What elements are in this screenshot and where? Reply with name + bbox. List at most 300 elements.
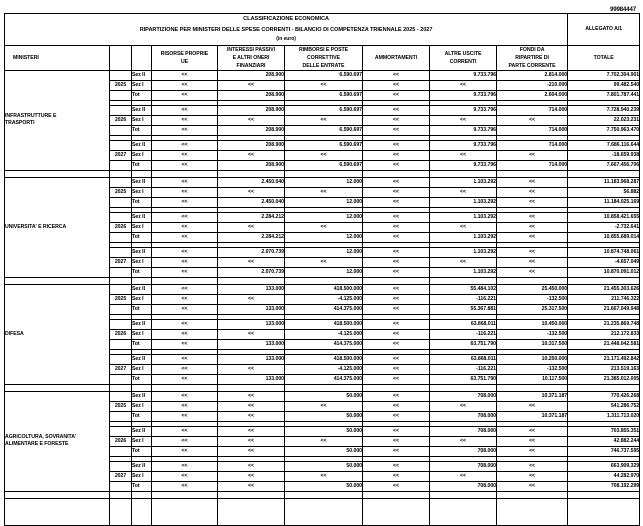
cell-risorse-proprie-ue: << [152,160,218,170]
year-label [110,105,132,115]
ministry-block-separator-interessi-passivi [218,170,285,177]
cell-interessi-passivi: << [218,436,285,446]
cell-ammortamenti: << [363,257,430,267]
sezione-label: Sez II [132,70,152,80]
cell-altre-uscite-correnti: << [430,115,497,125]
ministry-block-separator-rimborsi-poste-correttive [285,277,363,284]
cell-fondi-da-ripartire: 10.117.500 [497,374,568,384]
cell-fondi-da-ripartire: 714.000 [497,105,568,115]
sezione-label: Tot [132,197,152,207]
cell-risorse-proprie-ue: << [152,70,218,80]
cell-risorse-proprie-ue: << [152,212,218,222]
cell-totale: 21.235.869.748 [568,319,640,329]
cell-totale: 21.455.303.626 [568,284,640,294]
sezione-label: Sez I [132,329,152,339]
ministry-block-separator-interessi-passivi [218,277,285,284]
cell-risorse-proprie-ue: << [152,436,218,446]
cell-interessi-passivi: 208.900 [218,140,285,150]
cell-ammortamenti: << [363,80,430,90]
sezione-label: Sez I [132,257,152,267]
ministry-block-separator [5,277,640,284]
sezione-label: Sez II [132,177,152,187]
cell-risorse-proprie-ue: << [152,125,218,135]
cell-fondi-da-ripartire: 714.000 [497,140,568,150]
cell-risorse-proprie-ue: << [152,461,218,471]
ministry-block-separator-sezione [132,170,152,177]
column-header-year [110,45,132,70]
cell-fondi-da-ripartire: << [497,481,568,491]
cell-rimborsi-poste-correttive: 414.375.000 [285,304,363,314]
cell-altre-uscite-correnti: 55.367.881 [430,304,497,314]
cell-ammortamenti: << [363,446,430,456]
sezione-label: Tot [132,411,152,421]
cell-ammortamenti: << [363,401,430,411]
cell-altre-uscite-correnti: 708.000 [430,481,497,491]
cell-ammortamenti: << [363,212,430,222]
cell-ammortamenti: << [363,90,430,100]
cell-ammortamenti: << [363,364,430,374]
cell-fondi-da-ripartire: 10.317.500 [497,339,568,349]
ministry-name-cell [5,70,110,170]
year-label: 2027 [110,257,132,267]
column-header-totale: TOTALE [568,45,640,70]
cell-rimborsi-poste-correttive: << [285,471,363,481]
cell-fondi-da-ripartire: -132.500 [497,329,568,339]
ministry-name-line-2: TRASPORTI [5,120,35,127]
cell-rimborsi-poste-correttive: 12.000 [285,267,363,277]
table-bottom-filler-cell [5,498,110,525]
cell-interessi-passivi: 208.900 [218,160,285,170]
cell-totale: 7.667.456.706 [568,160,640,170]
cell-altre-uscite-correnti: 9.733.796 [430,105,497,115]
cell-interessi-passivi: 133.000 [218,284,285,294]
column-header-row [5,45,640,70]
cell-fondi-da-ripartire: -132.500 [497,364,568,374]
ministry-block-separator-rimborsi-poste-correttive [285,384,363,391]
ministry-block-separator-interessi-passivi [218,384,285,391]
ministry-block-separator-altre-uscite-correnti [430,384,497,391]
cell-rimborsi-poste-correttive: << [285,187,363,197]
cell-risorse-proprie-ue: << [152,391,218,401]
cell-altre-uscite-correnti: 63.751.790 [430,339,497,349]
cell-ammortamenti: << [363,339,430,349]
cell-fondi-da-ripartire: 10.371.187 [497,391,568,401]
cell-rimborsi-poste-correttive: << [285,257,363,267]
cell-altre-uscite-correnti: 708.000 [430,411,497,421]
document-number: 99984447 [610,7,636,13]
sezione-label: Sez I [132,150,152,160]
cell-rimborsi-poste-correttive: 50.000 [285,461,363,471]
cell-totale: 10.855.689.014 [568,232,640,242]
cell-totale: 7.728.940.239 [568,105,640,115]
cell-risorse-proprie-ue: << [152,222,218,232]
sezione-label: Tot [132,160,152,170]
cell-rimborsi-poste-correttive: 12.000 [285,197,363,207]
cell-fondi-da-ripartire: 25.317.500 [497,304,568,314]
fondi-line-1: FONDI DA [519,46,545,53]
sezione-label: Tot [132,232,152,242]
cell-altre-uscite-correnti: << [430,401,497,411]
column-header-altre-uscite-correnti [430,45,497,70]
cell-totale: 11.184.025.169 [568,197,640,207]
sezione-label: Sez II [132,284,152,294]
ministry-block-separator-totale [568,384,640,391]
sezione-label: Tot [132,374,152,384]
cell-fondi-da-ripartire: << [497,267,568,277]
cell-rimborsi-poste-correttive: 6.590.697 [285,90,363,100]
column-header-interessi-passivi [218,45,285,70]
cell-totale: 10.870.091.012 [568,267,640,277]
sezione-label: Sez I [132,436,152,446]
cell-ammortamenti: << [363,426,430,436]
ministry-name-cell [5,284,110,384]
cell-altre-uscite-correnti: 55.484.102 [430,284,497,294]
sezione-label: Sez I [132,115,152,125]
sezione-label: Sez II [132,354,152,364]
cell-interessi-passivi: << [218,481,285,491]
cell-totale: -4.657.049 [568,257,640,267]
cell-risorse-proprie-ue: << [152,90,218,100]
cell-risorse-proprie-ue: << [152,364,218,374]
risorse-line-1: RISORSE PROPRIE [160,50,209,57]
sezione-label: Tot [132,339,152,349]
column-header-fondi-da-ripartire [497,45,568,70]
ministry-block-separator-fondi-da-ripartire [497,277,568,284]
cell-fondi-da-ripartire: << [497,187,568,197]
cell-interessi-passivi: 133.000 [218,374,285,384]
rimborsi-line-2: CORRETTIVE [307,54,340,61]
cell-ammortamenti: << [363,319,430,329]
cell-rimborsi-poste-correttive: 50.000 [285,391,363,401]
cell-totale: 746.737.595 [568,446,640,456]
cell-altre-uscite-correnti: 708.000 [430,461,497,471]
budget-table [4,13,640,526]
cell-rimborsi-poste-correttive: << [285,150,363,160]
ministry-block-separator-ammortamenti [363,277,430,284]
cell-altre-uscite-correnti: 9.733.796 [430,70,497,80]
ministry-block-separator-year [110,277,132,284]
cell-interessi-passivi: << [218,257,285,267]
table-row [5,284,640,294]
cell-risorse-proprie-ue: << [152,257,218,267]
ministry-block-separator-fondi-da-ripartire [497,170,568,177]
ministry-block-separator-risorse-proprie-ue [152,384,218,391]
cell-totale: 663.909.329 [568,461,640,471]
cell-altre-uscite-correnti: 9.733.796 [430,90,497,100]
year-label [110,70,132,80]
year-label [110,461,132,471]
cell-totale: 44.282.970 [568,471,640,481]
cell-fondi-da-ripartire: 25.450.000 [497,284,568,294]
cell-interessi-passivi: 2.070.739 [218,247,285,257]
cell-interessi-passivi: 208.900 [218,105,285,115]
cell-interessi-passivi: 133.000 [218,354,285,364]
cell-fondi-da-ripartire: << [497,257,568,267]
cell-risorse-proprie-ue: << [152,232,218,242]
year-label: 2026 [110,115,132,125]
cell-ammortamenti: << [363,294,430,304]
year-label [110,391,132,401]
sezione-label: Sez I [132,471,152,481]
cell-ammortamenti: << [363,150,430,160]
cell-fondi-da-ripartire: << [497,446,568,456]
year-label: 2026 [110,436,132,446]
cell-rimborsi-poste-correttive: << [285,401,363,411]
cell-totale: 1.311.713.020 [568,411,640,421]
title-line-1: CLASSIFICAZIONE ECONOMICA [243,16,329,22]
ministry-name-line-1: UNIVERSITA' E RICERCA [5,223,67,230]
sezione-label: Sez II [132,461,152,471]
ministry-block-separator-name [5,170,110,177]
cell-ammortamenti: << [363,115,430,125]
cell-ammortamenti: << [363,471,430,481]
sezione-label: Tot [132,267,152,277]
ministry-block-separator-year [110,491,132,498]
table-bottom-filler-cell [363,498,430,525]
cell-risorse-proprie-ue: << [152,294,218,304]
cell-fondi-da-ripartire: << [497,436,568,446]
sezione-label: Sez II [132,391,152,401]
cell-ammortamenti: << [363,329,430,339]
fondi-line-3: PARTE CORRENTE [508,62,556,69]
table-bottom-filler-cell [497,498,568,525]
cell-rimborsi-poste-correttive: << [285,115,363,125]
cell-interessi-passivi: 133.000 [218,304,285,314]
cell-risorse-proprie-ue: << [152,197,218,207]
ministry-block-separator-sezione [132,384,152,391]
cell-fondi-da-ripartire: << [497,247,568,257]
sezione-label: Sez II [132,319,152,329]
cell-altre-uscite-correnti: 708.000 [430,426,497,436]
cell-interessi-passivi: 2.450.040 [218,197,285,207]
cell-fondi-da-ripartire: 10.371.187 [497,411,568,421]
column-header-rimborsi-poste-correttive [285,45,363,70]
cell-risorse-proprie-ue: << [152,481,218,491]
cell-interessi-passivi: << [218,461,285,471]
sezione-label: Tot [132,125,152,135]
cell-altre-uscite-correnti: 1.103.292 [430,267,497,277]
sezione-label: Sez I [132,401,152,411]
ministry-block-separator-fondi-da-ripartire [497,491,568,498]
cell-risorse-proprie-ue: << [152,177,218,187]
cell-altre-uscite-correnti: 1.103.292 [430,247,497,257]
column-header-ministeri: MINISTERI [5,45,110,70]
cell-fondi-da-ripartire: << [497,212,568,222]
cell-altre-uscite-correnti: -116.221 [430,364,497,374]
cell-risorse-proprie-ue: << [152,267,218,277]
cell-interessi-passivi: << [218,411,285,421]
cell-interessi-passivi: 208.900 [218,70,285,80]
sezione-label: Tot [132,446,152,456]
title-line-2: RIPARTIZIONE PER MINISTERI DELLE SPESE CORRENTI - BILANCIO DI COMPETENZA TRIENNALE 2025 - 2027 [139,26,433,33]
cell-interessi-passivi: 2.284.212 [218,232,285,242]
ministry-block-separator-year [110,384,132,391]
cell-altre-uscite-correnti: 1.103.292 [430,212,497,222]
cell-totale: 7.702.304.901 [568,70,640,80]
cell-rimborsi-poste-correttive: -4.125.000 [285,294,363,304]
cell-fondi-da-ripartire: -132.500 [497,294,568,304]
year-label: 2027 [110,471,132,481]
year-label [110,247,132,257]
cell-altre-uscite-correnti: << [430,222,497,232]
year-label [110,411,132,421]
cell-altre-uscite-correnti: 9.733.796 [430,160,497,170]
cell-risorse-proprie-ue: << [152,401,218,411]
year-label [110,374,132,384]
table-body [5,70,640,525]
year-label [110,446,132,456]
table-bottom-filler-cell [218,498,285,525]
cell-ammortamenti: << [363,267,430,277]
table-bottom-filler-cell [430,498,497,525]
table-row [5,391,640,401]
cell-interessi-passivi: 208.900 [218,125,285,135]
table-row [5,177,640,187]
cell-rimborsi-poste-correttive: -4.125.000 [285,329,363,339]
cell-totale: 21.171.492.842 [568,354,640,364]
cell-rimborsi-poste-correttive: 12.000 [285,232,363,242]
cell-interessi-passivi: << [218,364,285,374]
table-bottom-filler-cell [132,498,152,525]
ministry-block-separator-name [5,384,110,391]
cell-risorse-proprie-ue: << [152,329,218,339]
cell-interessi-passivi: << [218,401,285,411]
sezione-label: Sez II [132,426,152,436]
cell-fondi-da-ripartire: -210.000 [497,80,568,90]
cell-ammortamenti: << [363,187,430,197]
cell-interessi-passivi: << [218,391,285,401]
cell-totale: 11.183.968.287 [568,177,640,187]
ministry-block-separator-sezione [132,491,152,498]
cell-totale: 7.686.116.644 [568,140,640,150]
ministry-name-line-1: INFRASTRUTTURE E [5,112,57,119]
cell-ammortamenti: << [363,411,430,421]
table-bottom-filler-cell [568,498,640,525]
cell-risorse-proprie-ue: << [152,284,218,294]
cell-risorse-proprie-ue: << [152,339,218,349]
cell-totale: 10.874.748.061 [568,247,640,257]
year-label [110,284,132,294]
year-label: 2025 [110,187,132,197]
cell-risorse-proprie-ue: << [152,247,218,257]
cell-ammortamenti: << [363,222,430,232]
ministry-block-separator-altre-uscite-correnti [430,277,497,284]
sezione-label: Sez II [132,105,152,115]
rimborsi-line-1: RIMBORSI E POSTE [298,46,349,53]
cell-fondi-da-ripartire: << [497,177,568,187]
cell-totale: 22.023.231 [568,115,640,125]
cell-altre-uscite-correnti: 63.751.790 [430,374,497,384]
ministry-block-separator-name [5,491,110,498]
year-label [110,197,132,207]
cell-ammortamenti: << [363,140,430,150]
cell-altre-uscite-correnti: 1.103.292 [430,197,497,207]
cell-rimborsi-poste-correttive: 6.590.697 [285,125,363,135]
sezione-label: Tot [132,90,152,100]
cell-fondi-da-ripartire: 10.250.000 [497,354,568,364]
altre-uscite-line-2: CORRENTI [449,58,477,65]
cell-totale: 212.172.833 [568,329,640,339]
cell-rimborsi-poste-correttive: << [285,80,363,90]
cell-interessi-passivi: << [218,222,285,232]
cell-ammortamenti: << [363,247,430,257]
cell-altre-uscite-correnti: 9.733.796 [430,125,497,135]
ministry-block-separator-sezione [132,277,152,284]
cell-risorse-proprie-ue: << [152,304,218,314]
cell-fondi-da-ripartire: 10.450.000 [497,319,568,329]
year-label [110,426,132,436]
document-number-row [4,0,639,13]
cell-ammortamenti: << [363,125,430,135]
year-label [110,339,132,349]
year-label [110,212,132,222]
cell-totale: 21.385.012.005 [568,374,640,384]
cell-totale: 211.746.322 [568,294,640,304]
table-row [5,70,640,80]
title-row [5,14,640,46]
cell-rimborsi-poste-correttive: << [285,222,363,232]
table-bottom-filler-cell [285,498,363,525]
sezione-label: Sez I [132,294,152,304]
cell-totale: 770.426.268 [568,391,640,401]
cell-totale: 21.667.049.948 [568,304,640,314]
cell-risorse-proprie-ue: << [152,140,218,150]
cell-fondi-da-ripartire: << [497,471,568,481]
sezione-label: Sez I [132,80,152,90]
column-header-sezione [132,45,152,70]
cell-ammortamenti: << [363,105,430,115]
year-label [110,232,132,242]
ministry-block-separator-risorse-proprie-ue [152,170,218,177]
cell-fondi-da-ripartire: 714.000 [497,125,568,135]
ministry-block-separator-ammortamenti [363,170,430,177]
cell-totale: 7.750.963.470 [568,125,640,135]
cell-altre-uscite-correnti: << [430,80,497,90]
cell-interessi-passivi: << [218,426,285,436]
ministry-block-separator [5,491,640,498]
cell-ammortamenti: << [363,177,430,187]
cell-altre-uscite-correnti: 63.868.011 [430,319,497,329]
rimborsi-line-3: DELLE ENTRATE [302,62,345,69]
cell-altre-uscite-correnti: << [430,150,497,160]
cell-fondi-da-ripartire: << [497,150,568,160]
ministry-block-separator-altre-uscite-correnti [430,170,497,177]
cell-interessi-passivi: 133.000 [218,319,285,329]
ministry-name-line-1: DIFESA [5,330,24,337]
cell-rimborsi-poste-correttive: 12.000 [285,247,363,257]
cell-ammortamenti: << [363,232,430,242]
cell-ammortamenti: << [363,284,430,294]
ministry-block-separator-totale [568,277,640,284]
cell-rimborsi-poste-correttive: << [285,436,363,446]
cell-altre-uscite-correnti: << [430,257,497,267]
ministry-block-separator-rimborsi-poste-correttive [285,491,363,498]
cell-totale: 42.882.244 [568,436,640,446]
year-label [110,481,132,491]
sezione-label: Tot [132,481,152,491]
cell-fondi-da-ripartire: << [497,461,568,471]
ministry-block-separator-rimborsi-poste-correttive [285,170,363,177]
ministry-block-separator-altre-uscite-correnti [430,491,497,498]
cell-totale: 708.192.299 [568,481,640,491]
cell-rimborsi-poste-correttive: 6.590.697 [285,140,363,150]
cell-ammortamenti: << [363,197,430,207]
column-header-ammortamenti: AMMORTAMENTI [363,45,430,70]
year-label: 2025 [110,80,132,90]
ministry-name-line-2: ALIMENTARE E FORESTE [5,441,69,448]
ministry-block-separator [5,384,640,391]
cell-rimborsi-poste-correttive: 50.000 [285,481,363,491]
